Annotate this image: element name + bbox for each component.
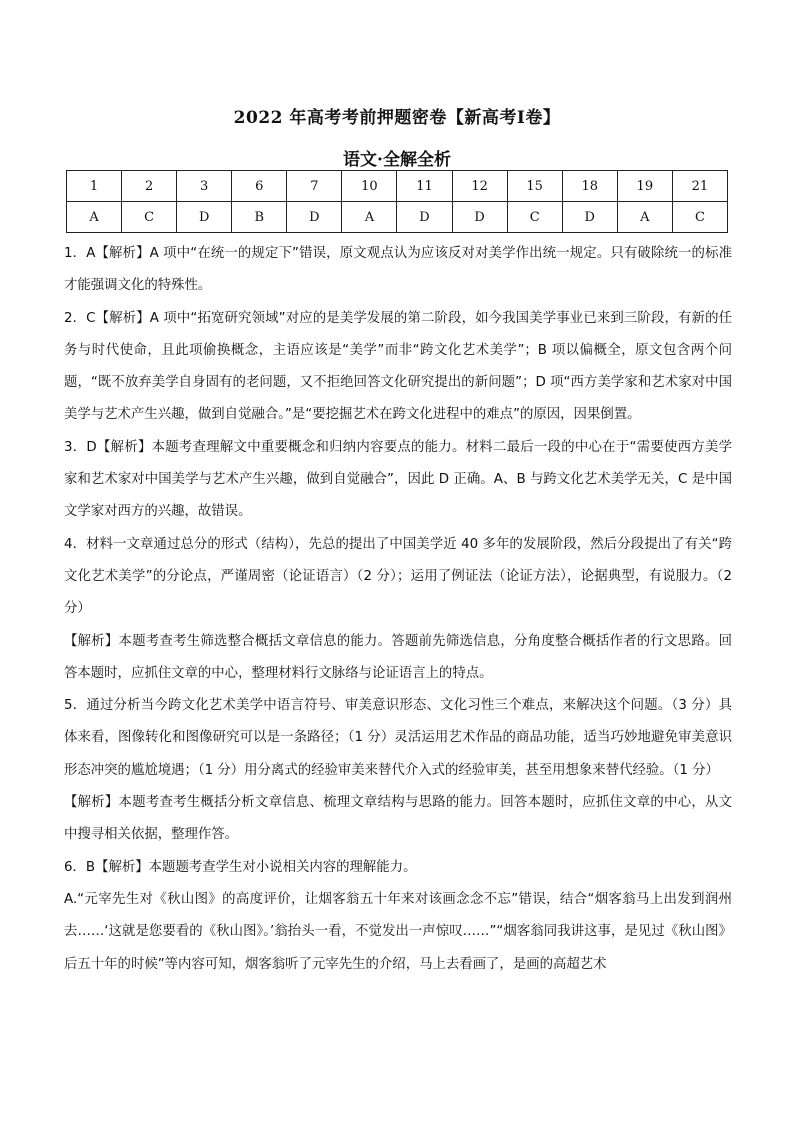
question-number: 12 xyxy=(452,171,507,202)
question-number: 6 xyxy=(232,171,287,202)
analysis-paragraph: 【解析】本题考查考生概括分析文章信息、梳理文章结构与思路的能力。回答本题时，应抓住文章的中心，从文中搜寻相关依据，整理作答。 xyxy=(64,795,732,843)
explanations-body xyxy=(64,238,732,981)
question-number: 10 xyxy=(342,171,397,202)
explanation-paragraph: 6．B【解析】本题题考查学生对小说相关内容的理解能力。 xyxy=(64,859,417,875)
answer-cell: D xyxy=(452,202,507,233)
explanation-paragraph: 2．C【解析】A 项中“拓宽研究领域”对应的是美学发展的第二阶段，如今我国美学事业已来到三阶段，有新的任务与时代使命，且此项偷换概念，主语应该是“美学”而非“跨文化艺术美学”；B 项以偏概全，原文包含两个问题，“既不放弃美学自身固有的老问题，又不拒绝回答文化研究提出的新问题”；D 项“西方美学家和艺术家对中国美学与艺术产生兴趣，做到自觉融合。”是“要挖掘艺术在跨文化进程中的难点”的原因，因果倒置。 xyxy=(64,310,732,423)
answer-cell: C xyxy=(507,202,562,233)
question-number: 19 xyxy=(617,171,672,202)
answer-cell: D xyxy=(177,202,232,233)
question-number: 11 xyxy=(397,171,452,202)
explanation-paragraph: 4．材料一文章通过总分的形式（结构），先总的提出了中国美学近 40 多年的发展阶段，然后分段提出了有关“跨文化艺术美学”的分论点，严谨周密（论证语言）（2 分）；运用了例证法（论证方法），论据典型，有说服力。（2 分） xyxy=(64,536,732,617)
question-number: 18 xyxy=(562,171,617,202)
answer-cell: D xyxy=(397,202,452,233)
question-number: 21 xyxy=(672,171,727,202)
answer-cell: D xyxy=(287,202,342,233)
explanation-paragraph: A.“元宰先生对《秋山图》的高度评价，让烟客翁五十年来对该画念念不忘”错误，结合“烟客翁马上出发到润州去……‘这就是您要看的《秋山图》。’翁抬头一看，不觉发出一声惊叹……”“烟客翁同我讲这事，是见过《秋山图》后五十年的时候”等内容可知，烟客翁听了元宰先生的介绍，马上去看画了，是画的高超艺术 xyxy=(64,891,732,972)
question-number: 7 xyxy=(287,171,342,202)
document-subtitle: 语文·全解全析 xyxy=(343,150,451,170)
explanation-paragraph: 1．A【解析】A 项中“在统一的规定下”错误，原文观点认为应该反对对美学作出统一规定。只有破除统一的标准才能强调文化的特殊性。 xyxy=(64,246,732,294)
answer-cell: A xyxy=(342,202,397,233)
explanation-paragraph: 3．D【解析】本题考查理解文中重要概念和归纳内容要点的能力。材料二最后一段的中心在于“需要使西方美学家和艺术家对中国美学与艺术产生兴趣，做到自觉融合”，因此 D 正确。A、B 与跨文化艺术美学无关，C 是中国文学家对西方的兴趣，故错误。 xyxy=(64,439,732,520)
question-number-row xyxy=(67,171,728,202)
answer-cell: C xyxy=(672,202,727,233)
answer-cell: C xyxy=(122,202,177,233)
answer-cell: B xyxy=(232,202,287,233)
document-title: 2022 年高考考前押题密卷【新高考Ⅰ卷】 xyxy=(233,108,561,128)
answer-row xyxy=(67,202,728,233)
answer-cell: A xyxy=(617,202,672,233)
answer-table xyxy=(66,170,728,233)
question-number: 1 xyxy=(67,171,122,202)
analysis-paragraph: 【解析】本题考查考生筛选整合概括文章信息的能力。答题前先筛选信息，分角度整合概括作者的行文思路。回答本题时，应抓住文章的中心，整理材料行文脉络与论证语言上的特点。 xyxy=(64,633,732,681)
answer-cell: A xyxy=(67,202,122,233)
explanation-paragraph: 5．通过分析当今跨文化艺术美学中语言符号、审美意识形态、文化习性三个难点，来解决这个问题。（3 分）具体来看，图像转化和图像研究可以是一条路径；（1 分）灵活运用艺术作品的商品功能，适当巧妙地避免审美意识形态冲突的尴尬境遇；（1 分）用分离式的经验审美来替代介入式的经验审美，甚至用想象来替代经验。（1 分） xyxy=(64,698,732,778)
question-number: 15 xyxy=(507,171,562,202)
answer-cell: D xyxy=(562,202,617,233)
question-number: 2 xyxy=(122,171,177,202)
question-number: 3 xyxy=(177,171,232,202)
